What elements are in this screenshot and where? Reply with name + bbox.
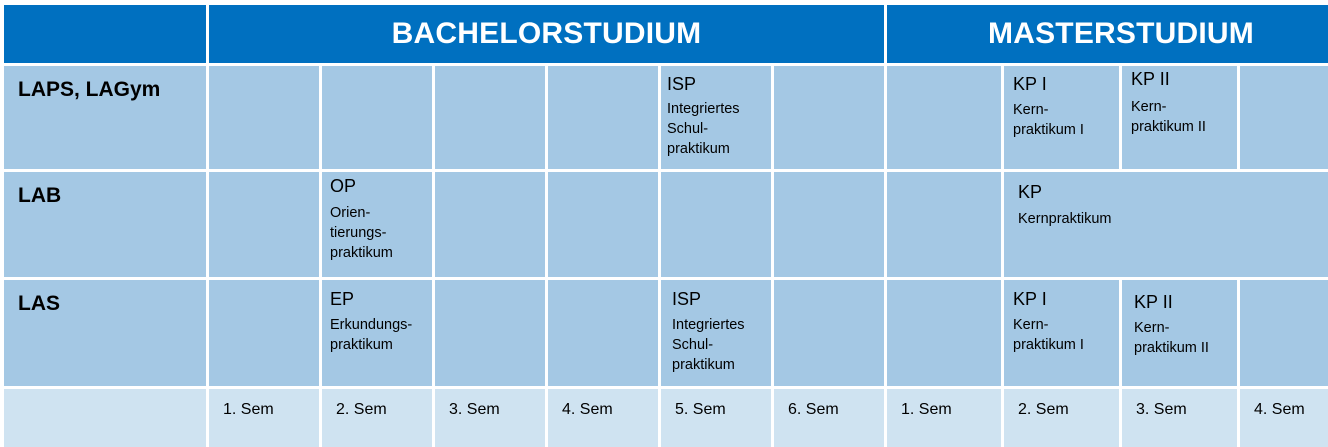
lab-kp-abbr: KP bbox=[1018, 182, 1043, 202]
cell-las-b1 bbox=[209, 280, 319, 386]
row-label-las: LAS bbox=[4, 280, 206, 386]
cell-las-isp bbox=[661, 280, 771, 386]
lab-kp-desc: Kernpraktikum bbox=[1018, 211, 1112, 227]
row-label-laps: LAPS, LAGym bbox=[4, 66, 206, 169]
cell-laps-b3 bbox=[435, 66, 545, 169]
laps-kp2-desc: Kern- praktikum II bbox=[1131, 99, 1206, 135]
cell-laps-b2 bbox=[322, 66, 432, 169]
semester-label: 3. Sem bbox=[435, 389, 545, 447]
bachelor-title: BACHELORSTUDIUM bbox=[391, 17, 702, 50]
las-kp2-abbr: KP II bbox=[1134, 292, 1173, 312]
laps-kp1-desc: Kern- praktikum I bbox=[1013, 102, 1084, 138]
cell-laps-m4 bbox=[1240, 66, 1328, 169]
semester-label: 5. Sem bbox=[661, 389, 771, 447]
cell-laps-isp bbox=[661, 66, 771, 169]
semester-label: 6. Sem bbox=[774, 389, 884, 447]
header-corner-cell bbox=[4, 5, 206, 63]
semester-label: 1. Sem bbox=[209, 389, 319, 447]
las-isp-desc: Integriertes Schul- praktikum bbox=[672, 317, 745, 373]
cell-lab-b1 bbox=[209, 172, 319, 277]
cell-las-m4 bbox=[1240, 280, 1328, 386]
cell-lab-m1 bbox=[887, 172, 1001, 277]
footer-corner-cell bbox=[4, 389, 206, 447]
semester-label: 4. Sem bbox=[1240, 389, 1328, 447]
las-isp-abbr: ISP bbox=[672, 289, 702, 309]
las-kp1-desc: Kern- praktikum I bbox=[1013, 317, 1084, 353]
cell-las-b3 bbox=[435, 280, 545, 386]
semester-label: 2. Sem bbox=[1004, 389, 1119, 447]
cell-las-b4 bbox=[548, 280, 658, 386]
cell-lab-kp bbox=[1004, 172, 1328, 277]
master-header bbox=[887, 5, 1328, 63]
lab-op-abbr: OP bbox=[330, 176, 357, 196]
cell-las-kp2 bbox=[1122, 280, 1237, 386]
cell-laps-b4 bbox=[548, 66, 658, 169]
cell-laps-b1 bbox=[209, 66, 319, 169]
las-kp1-abbr: KP I bbox=[1013, 289, 1047, 309]
laps-kp2-abbr: KP II bbox=[1131, 69, 1170, 89]
cell-laps-m1 bbox=[887, 66, 1001, 169]
semester-label: 3. Sem bbox=[1122, 389, 1237, 447]
cell-lab-b5 bbox=[661, 172, 771, 277]
las-ep-abbr: EP bbox=[330, 289, 355, 309]
row-label-lab: LAB bbox=[4, 172, 206, 277]
lab-op-desc: Orien- tierungs- praktikum bbox=[330, 205, 393, 261]
las-ep-desc: Erkundungs- praktikum bbox=[330, 317, 413, 353]
cell-las-ep bbox=[322, 280, 432, 386]
semester-label: 2. Sem bbox=[322, 389, 432, 447]
cell-laps-b6 bbox=[774, 66, 884, 169]
master-title: MASTERSTUDIUM bbox=[988, 17, 1254, 50]
cell-lab-b4 bbox=[548, 172, 658, 277]
cell-laps-kp2 bbox=[1122, 66, 1237, 169]
laps-isp-desc: Integriertes Schul- praktikum bbox=[667, 101, 740, 157]
semester-label: 4. Sem bbox=[548, 389, 658, 447]
cell-lab-op bbox=[322, 172, 432, 277]
cell-laps-kp1 bbox=[1004, 66, 1119, 169]
laps-isp-abbr: ISP bbox=[667, 74, 697, 94]
cell-las-kp1 bbox=[1004, 280, 1119, 386]
bachelor-header bbox=[209, 5, 884, 63]
laps-kp1-abbr: KP I bbox=[1013, 74, 1047, 94]
cell-lab-b6 bbox=[774, 172, 884, 277]
las-kp2-desc: Kern- praktikum II bbox=[1134, 320, 1209, 356]
cell-las-m1 bbox=[887, 280, 1001, 386]
cell-las-b6 bbox=[774, 280, 884, 386]
cell-lab-b3 bbox=[435, 172, 545, 277]
semester-label: 1. Sem bbox=[887, 389, 1001, 447]
